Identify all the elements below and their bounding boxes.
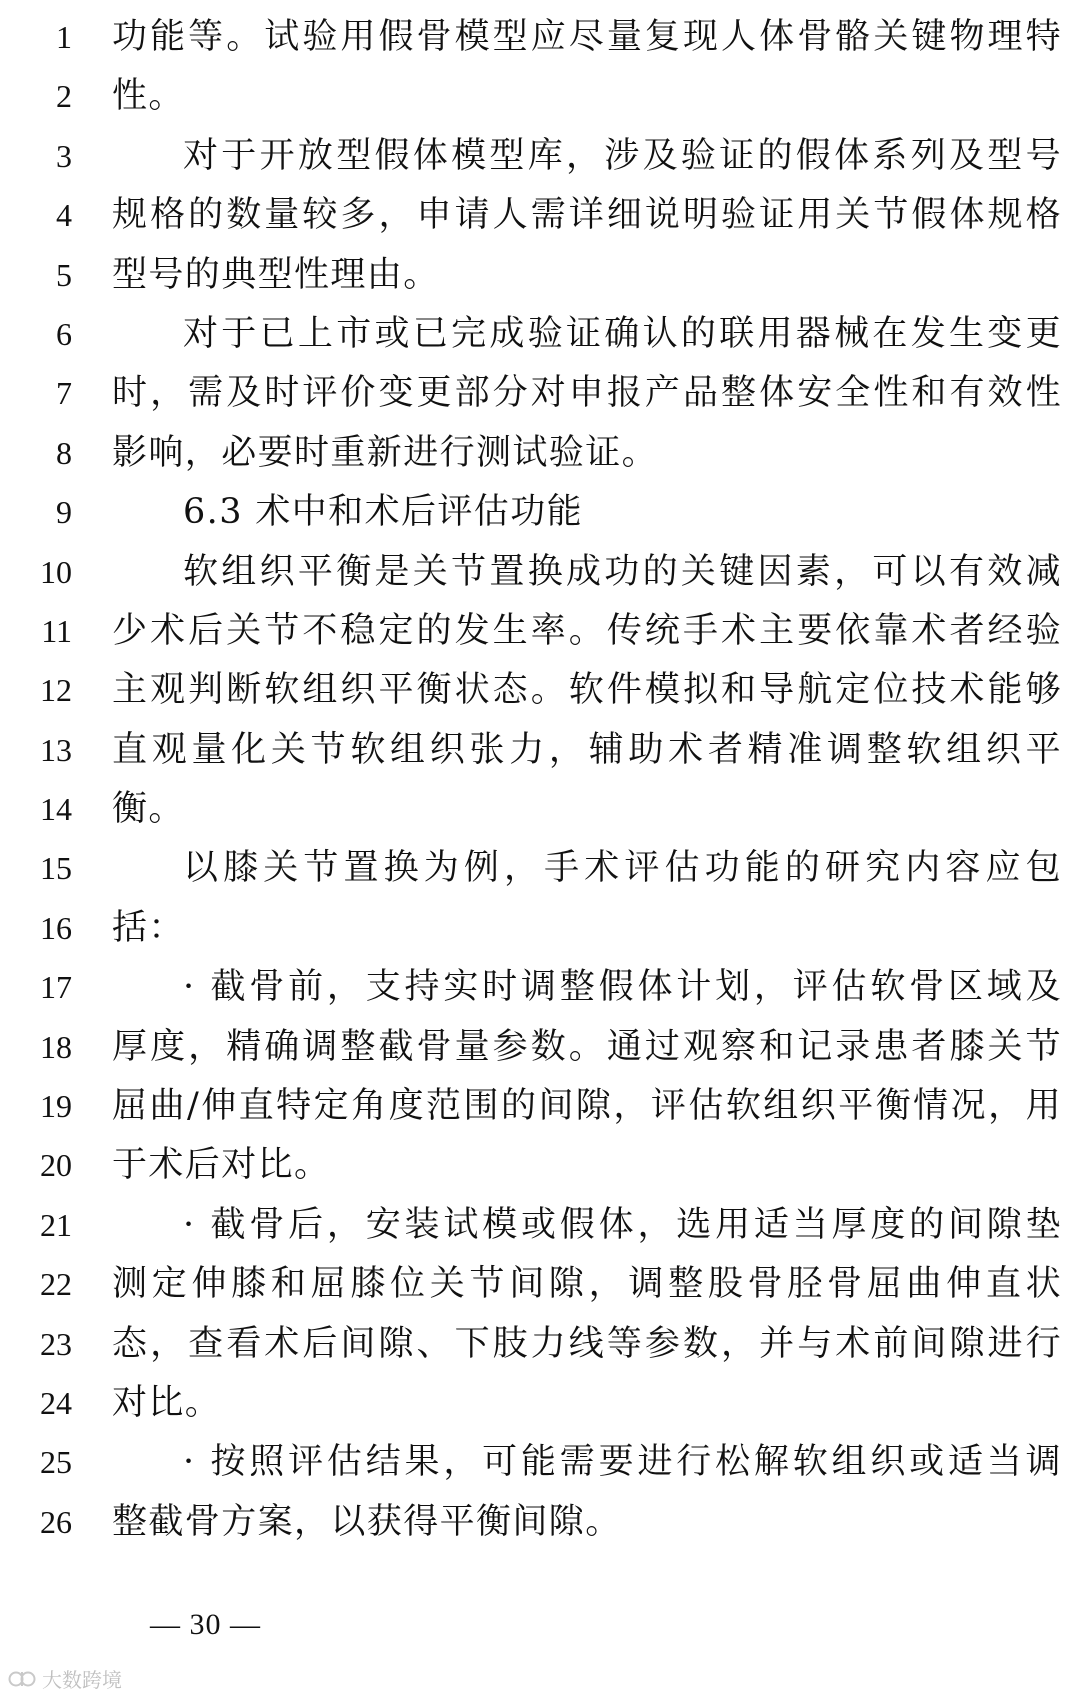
line-number: 22 [40, 1266, 72, 1303]
watermark-text: 大数跨境 [42, 1668, 122, 1692]
text-line [0, 424, 1080, 483]
line-number: 5 [56, 256, 72, 293]
text-line [0, 780, 1080, 839]
line-text: 少术后关节不稳定的发生率。传统手术主要依靠术者经验 [112, 610, 1062, 651]
line-text: 以膝关节置换为例，手术评估功能的研究内容应包 [183, 848, 1062, 889]
line-text: 整截骨方案，以获得平衡间隙。 [112, 1501, 622, 1542]
bullet-line [0, 1196, 1080, 1255]
document-body [0, 8, 1080, 1552]
line-text: 规格的数量较多，申请人需详细说明验证用关节假体规格 [112, 195, 1062, 236]
line-text: 型号的典型性理由。 [112, 254, 440, 295]
page-number: — 30 — [150, 1608, 261, 1641]
line-number: 24 [40, 1384, 72, 1421]
line-number: 21 [40, 1206, 72, 1243]
text-line [0, 246, 1080, 305]
line-text: 时，需及时评价变更部分对申报产品整体安全性和有效性 [112, 373, 1062, 414]
text-line [0, 364, 1080, 423]
line-number: 17 [40, 969, 72, 1006]
line-text: 态，查看术后间隙、下肢力线等参数，并与术前间隙进行 [112, 1323, 1062, 1364]
line-number: 4 [56, 197, 72, 234]
section-heading-line [0, 483, 1080, 542]
line-text: 功能等。试验用假骨模型应尽量复现人体骨骼关键物理特 [112, 17, 1062, 57]
line-number: 20 [40, 1147, 72, 1184]
watermark [8, 1664, 122, 1693]
text-line [0, 305, 1080, 364]
section-heading: 6.3 术中和术后评估功能 [183, 492, 583, 533]
line-number: 8 [56, 434, 72, 471]
line-text: 对于已上市或已完成验证确认的联用器械在发生变更 [183, 313, 1062, 354]
line-text: 软组织平衡是关节置换成功的关键因素，可以有效减 [183, 551, 1062, 592]
text-line [0, 186, 1080, 245]
line-text: 对于开放型假体模型库，涉及验证的假体系列及型号 [183, 135, 1062, 176]
line-number: 26 [40, 1503, 72, 1540]
text-line [0, 839, 1080, 898]
line-number: 23 [40, 1325, 72, 1362]
line-text: 括： [112, 907, 185, 948]
line-number: 18 [40, 1028, 72, 1065]
text-line [0, 1255, 1080, 1314]
bullet-line [0, 1433, 1080, 1492]
brand-logo-icon [8, 1668, 38, 1690]
text-line [0, 1136, 1080, 1195]
line-number: 3 [56, 137, 72, 174]
line-text: 主观判断软组织平衡状态。软件模拟和导航定位技术能够 [112, 670, 1062, 711]
line-text: 衡。 [112, 789, 185, 830]
line-number: 14 [40, 791, 72, 828]
line-number: 10 [40, 553, 72, 590]
text-line [0, 1315, 1080, 1374]
text-line [0, 899, 1080, 958]
line-number: 9 [56, 494, 72, 531]
line-text: 性。 [112, 76, 185, 117]
line-text: 于术后对比。 [112, 1145, 331, 1186]
text-line [0, 1018, 1080, 1077]
line-number: 2 [56, 78, 72, 115]
line-text: 直观量化关节软组织张力，辅助术者精准调整软组织平 [112, 729, 1062, 770]
text-line [0, 543, 1080, 602]
text-line [0, 661, 1080, 720]
text-line [0, 67, 1080, 126]
line-text: · 按照评估结果，可能需要进行松解软组织或适当调 [183, 1442, 1062, 1483]
text-line [0, 721, 1080, 780]
line-number: 7 [56, 375, 72, 412]
line-text: 影响，必要时重新进行测试验证。 [112, 432, 659, 473]
text-line [0, 1493, 1080, 1552]
text-line [0, 8, 1080, 67]
text-line [0, 602, 1080, 661]
line-text: 厚度，精确调整截骨量参数。通过观察和记录患者膝关节 [112, 1026, 1062, 1067]
bullet-line [0, 958, 1080, 1017]
line-number: 1 [56, 19, 72, 55]
line-text: 屈曲/伸直特定角度范围的间隙，评估软组织平衡情况，用 [112, 1086, 1062, 1127]
line-text: · 截骨后，安装试模或假体，选用适当厚度的间隙垫 [183, 1204, 1062, 1245]
text-line [0, 1077, 1080, 1136]
line-number: 11 [41, 612, 72, 649]
line-number: 13 [40, 731, 72, 768]
text-line [0, 1374, 1080, 1433]
line-number: 16 [40, 909, 72, 946]
line-text: 对比。 [112, 1382, 222, 1423]
line-number: 19 [40, 1088, 72, 1125]
line-number: 12 [40, 672, 72, 709]
line-text: · 截骨前，支持实时调整假体计划，评估软骨区域及 [183, 967, 1062, 1008]
line-text: 测定伸膝和屈膝位关节间隙，调整股骨胫骨屈曲伸直状 [112, 1264, 1062, 1305]
line-number: 6 [56, 315, 72, 352]
line-number: 25 [40, 1444, 72, 1481]
text-line [0, 127, 1080, 186]
line-number: 15 [40, 850, 72, 887]
